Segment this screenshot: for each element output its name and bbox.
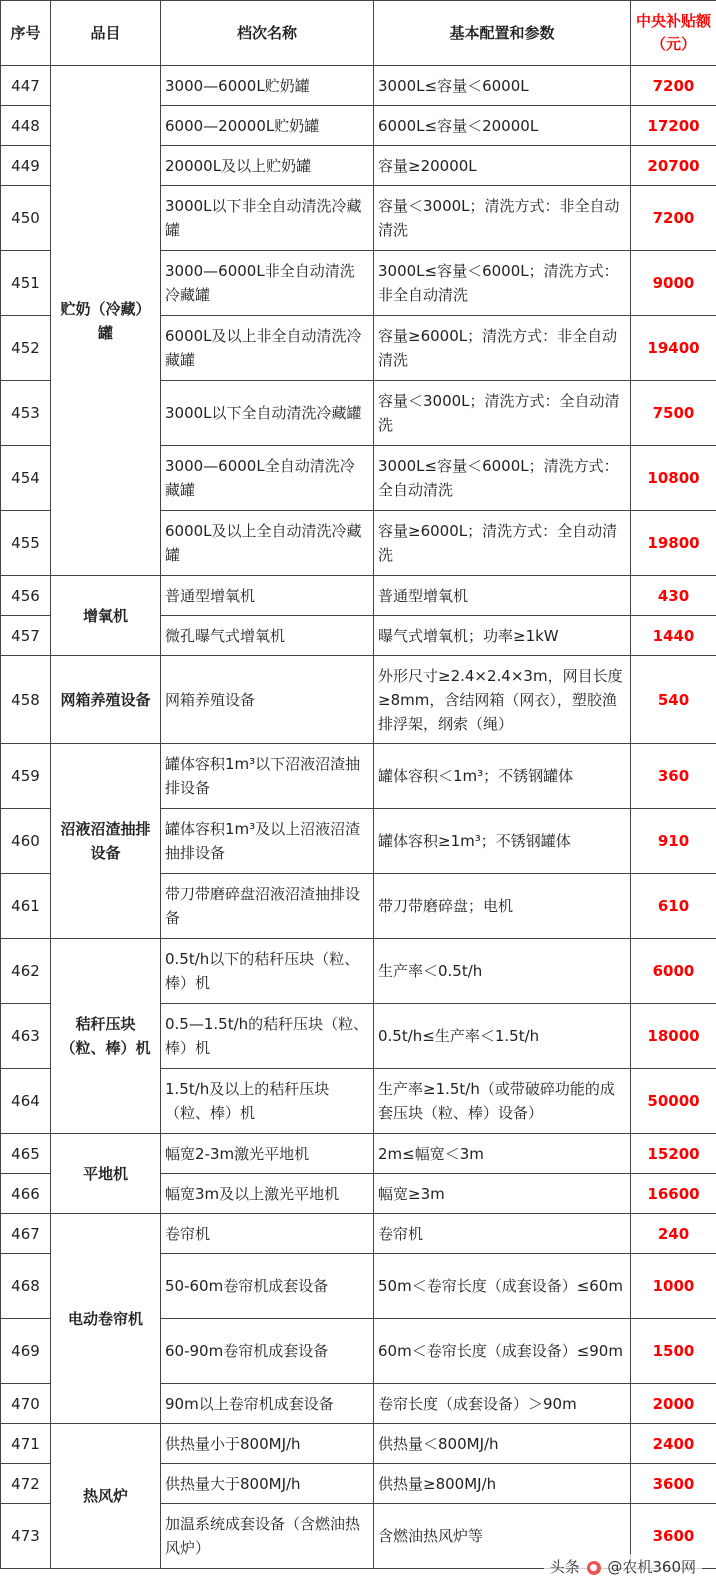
row-spec: 幅宽≥3m bbox=[374, 1174, 631, 1214]
row-seq: 453 bbox=[1, 381, 51, 446]
row-category: 热风炉 bbox=[51, 1424, 161, 1569]
watermark-prefix: 头条 bbox=[549, 1558, 580, 1576]
row-seq: 462 bbox=[1, 939, 51, 1004]
row-spec: 3000L≤容量＜6000L；清洗方式：非全自动清洗 bbox=[374, 251, 631, 316]
row-name: 幅宽3m及以上激光平地机 bbox=[161, 1174, 374, 1214]
row-name: 3000L以下全自动清洗冷藏罐 bbox=[161, 381, 374, 446]
row-amount: 18000 bbox=[631, 1004, 716, 1069]
row-amount: 1000 bbox=[631, 1254, 716, 1319]
row-name: 网箱养殖设备 bbox=[161, 656, 374, 744]
row-spec: 曝气式增氧机；功率≥1kW bbox=[374, 616, 631, 656]
row-spec: 罐体容积≥1m³；不锈钢罐体 bbox=[374, 809, 631, 874]
row-seq: 468 bbox=[1, 1254, 51, 1319]
row-amount: 240 bbox=[631, 1214, 716, 1254]
row-amount: 1440 bbox=[631, 616, 716, 656]
row-name: 卷帘机 bbox=[161, 1214, 374, 1254]
row-seq: 459 bbox=[1, 744, 51, 809]
row-amount: 19400 bbox=[631, 316, 716, 381]
table-row bbox=[1, 576, 716, 616]
row-spec: 卷帘长度（成套设备）＞90m bbox=[374, 1384, 631, 1424]
row-spec: 0.5t/h≤生产率＜1.5t/h bbox=[374, 1004, 631, 1069]
row-spec: 外形尺寸≥2.4×2.4×3m，网目长度≥8mm，含结网箱（网衣），塑胶渔排浮架，纲索（绳） bbox=[374, 656, 631, 744]
row-seq: 463 bbox=[1, 1004, 51, 1069]
table-row bbox=[1, 66, 716, 106]
row-name: 20000L及以上贮奶罐 bbox=[161, 146, 374, 186]
row-seq: 471 bbox=[1, 1424, 51, 1464]
row-name: 微孔曝气式增氧机 bbox=[161, 616, 374, 656]
table-row bbox=[1, 744, 716, 809]
row-spec: 3000L≤容量＜6000L；清洗方式：全自动清洗 bbox=[374, 446, 631, 511]
row-name: 普通型增氧机 bbox=[161, 576, 374, 616]
row-spec: 容量＜3000L；清洗方式：全自动清洗 bbox=[374, 381, 631, 446]
row-spec: 容量≥20000L bbox=[374, 146, 631, 186]
row-seq: 465 bbox=[1, 1134, 51, 1174]
brand-logo-icon: ● bbox=[587, 1561, 601, 1575]
row-amount: 7200 bbox=[631, 186, 716, 251]
row-spec: 含燃油热风炉等 bbox=[374, 1504, 631, 1569]
row-seq: 469 bbox=[1, 1319, 51, 1384]
row-amount: 6000 bbox=[631, 939, 716, 1004]
row-name: 供热量小于800MJ/h bbox=[161, 1424, 374, 1464]
row-seq: 467 bbox=[1, 1214, 51, 1254]
row-seq: 464 bbox=[1, 1069, 51, 1134]
row-amount: 2400 bbox=[631, 1424, 716, 1464]
row-name: 带刀带磨碎盘沼液沼渣抽排设备 bbox=[161, 874, 374, 939]
row-spec: 容量≥6000L；清洗方式：全自动清洗 bbox=[374, 511, 631, 576]
row-category: 沼液沼渣抽排设备 bbox=[51, 744, 161, 939]
row-name: 幅宽2-3m激光平地机 bbox=[161, 1134, 374, 1174]
row-seq: 455 bbox=[1, 511, 51, 576]
row-spec: 供热量＜800MJ/h bbox=[374, 1424, 631, 1464]
row-spec: 6000L≤容量＜20000L bbox=[374, 106, 631, 146]
row-spec: 2m≤幅宽＜3m bbox=[374, 1134, 631, 1174]
row-spec: 60m＜卷帘长度（成套设备）≤90m bbox=[374, 1319, 631, 1384]
table-row bbox=[1, 1134, 716, 1174]
row-spec: 供热量≥800MJ/h bbox=[374, 1464, 631, 1504]
row-seq: 458 bbox=[1, 656, 51, 744]
row-name: 6000L及以上非全自动清洗冷藏罐 bbox=[161, 316, 374, 381]
row-name: 0.5—1.5t/h的秸秆压块（粒、棒）机 bbox=[161, 1004, 374, 1069]
row-amount: 17200 bbox=[631, 106, 716, 146]
row-name: 3000—6000L贮奶罐 bbox=[161, 66, 374, 106]
row-seq: 466 bbox=[1, 1174, 51, 1214]
row-amount: 2000 bbox=[631, 1384, 716, 1424]
header-amount: 中央补贴额（元） bbox=[631, 1, 716, 66]
row-seq: 451 bbox=[1, 251, 51, 316]
row-spec: 卷帘机 bbox=[374, 1214, 631, 1254]
table-row bbox=[1, 1214, 716, 1254]
row-spec: 50m＜卷帘长度（成套设备）≤60m bbox=[374, 1254, 631, 1319]
row-amount: 7500 bbox=[631, 381, 716, 446]
table-row bbox=[1, 656, 716, 744]
row-seq: 447 bbox=[1, 66, 51, 106]
row-amount: 3600 bbox=[631, 1464, 716, 1504]
row-name: 加温系统成套设备（含燃油热风炉） bbox=[161, 1504, 374, 1569]
row-seq: 448 bbox=[1, 106, 51, 146]
row-amount: 20700 bbox=[631, 146, 716, 186]
row-name: 罐体容积1m³及以上沼液沼渣抽排设备 bbox=[161, 809, 374, 874]
row-amount: 10800 bbox=[631, 446, 716, 511]
row-seq: 456 bbox=[1, 576, 51, 616]
row-category: 秸秆压块（粒、棒）机 bbox=[51, 939, 161, 1134]
row-spec: 生产率＜0.5t/h bbox=[374, 939, 631, 1004]
row-name: 3000—6000L全自动清洗冷藏罐 bbox=[161, 446, 374, 511]
row-name: 3000L以下非全自动清洗冷藏罐 bbox=[161, 186, 374, 251]
row-spec: 罐体容积＜1m³；不锈钢罐体 bbox=[374, 744, 631, 809]
header-category: 品目 bbox=[51, 1, 161, 66]
row-seq: 470 bbox=[1, 1384, 51, 1424]
row-name: 90m以上卷帘机成套设备 bbox=[161, 1384, 374, 1424]
row-category: 网箱养殖设备 bbox=[51, 656, 161, 744]
row-category: 增氧机 bbox=[51, 576, 161, 656]
row-seq: 457 bbox=[1, 616, 51, 656]
row-spec: 容量≥6000L；清洗方式：非全自动清洗 bbox=[374, 316, 631, 381]
row-amount: 610 bbox=[631, 874, 716, 939]
row-seq: 450 bbox=[1, 186, 51, 251]
row-spec: 带刀带磨碎盘；电机 bbox=[374, 874, 631, 939]
table-row bbox=[1, 939, 716, 1004]
row-amount: 540 bbox=[631, 656, 716, 744]
row-spec: 普通型增氧机 bbox=[374, 576, 631, 616]
row-category: 贮奶（冷藏）罐 bbox=[51, 66, 161, 576]
row-seq: 449 bbox=[1, 146, 51, 186]
table-header-row bbox=[1, 1, 716, 66]
row-seq: 473 bbox=[1, 1504, 51, 1569]
row-name: 0.5t/h以下的秸秆压块（粒、棒）机 bbox=[161, 939, 374, 1004]
row-amount: 430 bbox=[631, 576, 716, 616]
row-amount: 360 bbox=[631, 744, 716, 809]
row-amount: 9000 bbox=[631, 251, 716, 316]
header-seq: 序号 bbox=[1, 1, 51, 66]
row-amount: 16600 bbox=[631, 1174, 716, 1214]
row-name: 1.5t/h及以上的秸秆压块（粒、棒）机 bbox=[161, 1069, 374, 1134]
row-amount: 15200 bbox=[631, 1134, 716, 1174]
row-spec: 生产率≥1.5t/h（或带破碎功能的成套压块（粒、棒）设备） bbox=[374, 1069, 631, 1134]
row-category: 电动卷帘机 bbox=[51, 1214, 161, 1424]
row-seq: 461 bbox=[1, 874, 51, 939]
source-watermark bbox=[544, 1554, 702, 1579]
table-body bbox=[1, 66, 716, 1569]
row-category: 平地机 bbox=[51, 1134, 161, 1214]
row-name: 60-90m卷帘机成套设备 bbox=[161, 1319, 374, 1384]
table-row bbox=[1, 1424, 716, 1464]
row-seq: 472 bbox=[1, 1464, 51, 1504]
row-seq: 452 bbox=[1, 316, 51, 381]
row-amount: 19800 bbox=[631, 511, 716, 576]
row-seq: 460 bbox=[1, 809, 51, 874]
row-name: 6000—20000L贮奶罐 bbox=[161, 106, 374, 146]
row-amount: 50000 bbox=[631, 1069, 716, 1134]
row-amount: 3600 bbox=[631, 1504, 716, 1569]
row-spec: 3000L≤容量＜6000L bbox=[374, 66, 631, 106]
row-amount: 7200 bbox=[631, 66, 716, 106]
watermark-brand: @农机360网 bbox=[607, 1558, 696, 1576]
row-name: 罐体容积1m³以下沼液沼渣抽排设备 bbox=[161, 744, 374, 809]
row-name: 50-60m卷帘机成套设备 bbox=[161, 1254, 374, 1319]
row-name: 供热量大于800MJ/h bbox=[161, 1464, 374, 1504]
row-name: 3000—6000L非全自动清洗冷藏罐 bbox=[161, 251, 374, 316]
header-name: 档次名称 bbox=[161, 1, 374, 66]
row-amount: 910 bbox=[631, 809, 716, 874]
header-spec: 基本配置和参数 bbox=[374, 1, 631, 66]
row-seq: 454 bbox=[1, 446, 51, 511]
row-spec: 容量＜3000L；清洗方式：非全自动清洗 bbox=[374, 186, 631, 251]
row-name: 6000L及以上全自动清洗冷藏罐 bbox=[161, 511, 374, 576]
row-amount: 1500 bbox=[631, 1319, 716, 1384]
